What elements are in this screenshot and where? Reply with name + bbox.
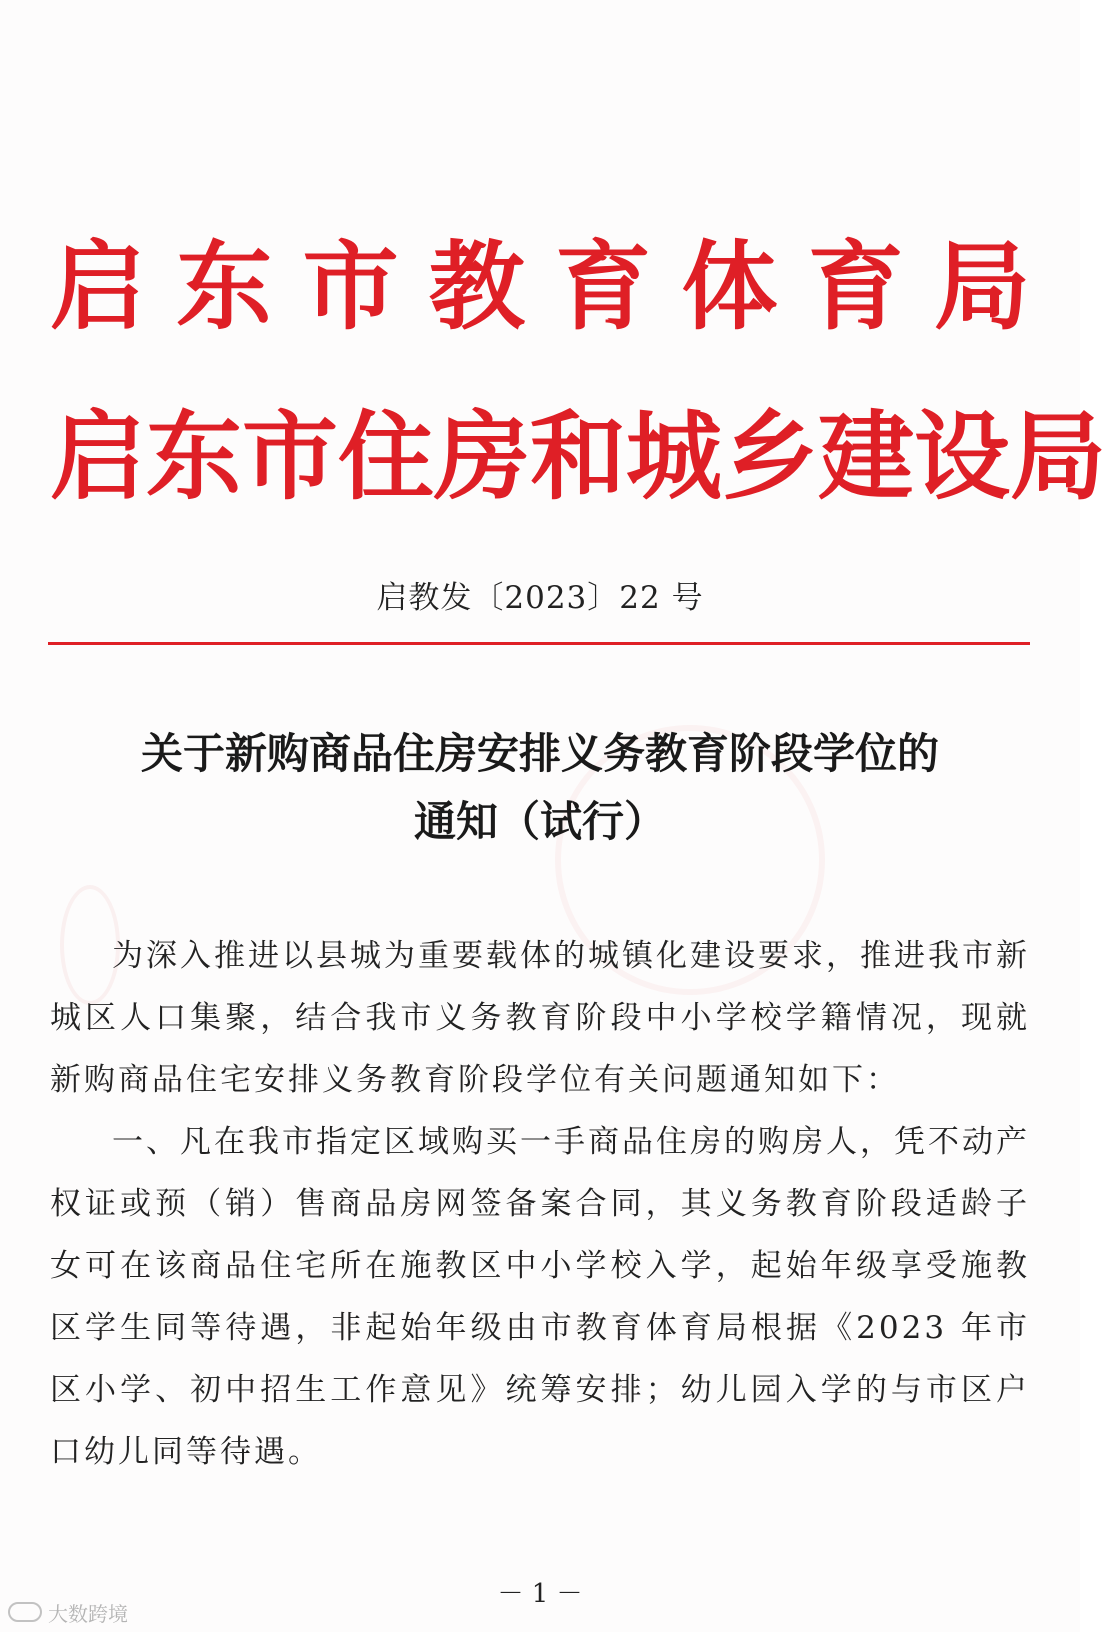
paragraph-intro: 为深入推进以县城为重要载体的城镇化建设要求，推进我市新城区人口集聚，结合我市义务教育阶段中小学校学籍情况，现就新购商品住宅安排义务教育阶段学位有关问题通知如下： [50,938,1030,1098]
red-divider [48,642,1030,645]
watermark-logo-icon [8,1602,42,1622]
title-line-2: 通知（试行） [413,797,666,846]
document-number: 启教发〔2023〕22 号 [376,580,704,616]
issuing-org-1: 启 东 市 教 育 体 育 局 [50,231,1030,343]
document-title [60,720,1020,856]
page-number: － 1 － [497,1579,583,1609]
paragraph-item-1: 一、凡在我市指定区域购买一手商品住房的购房人，凭不动产权证或预（销）售商品房网签备案合同，其义务教育阶段适龄子女可在该商品住宅所在施教区中小学校入学，起始年级享受施教区学生同等待遇，非起始年级由市教育体育局根据《2023 年市区小学、初中招生工作意见》统筹安排；幼儿园入学的与市区户口幼儿同等待遇。 [50,1124,1030,1470]
title-line-1: 关于新购商品住房安排义务教育阶段学位的 [140,729,939,778]
issuing-org-2: 启 东 市 住 房 和 城 乡 建 设 局 [50,401,1106,513]
watermark-text: 大数跨境 [48,1601,128,1626]
document-body [50,925,1030,1483]
watermark [8,1597,128,1627]
